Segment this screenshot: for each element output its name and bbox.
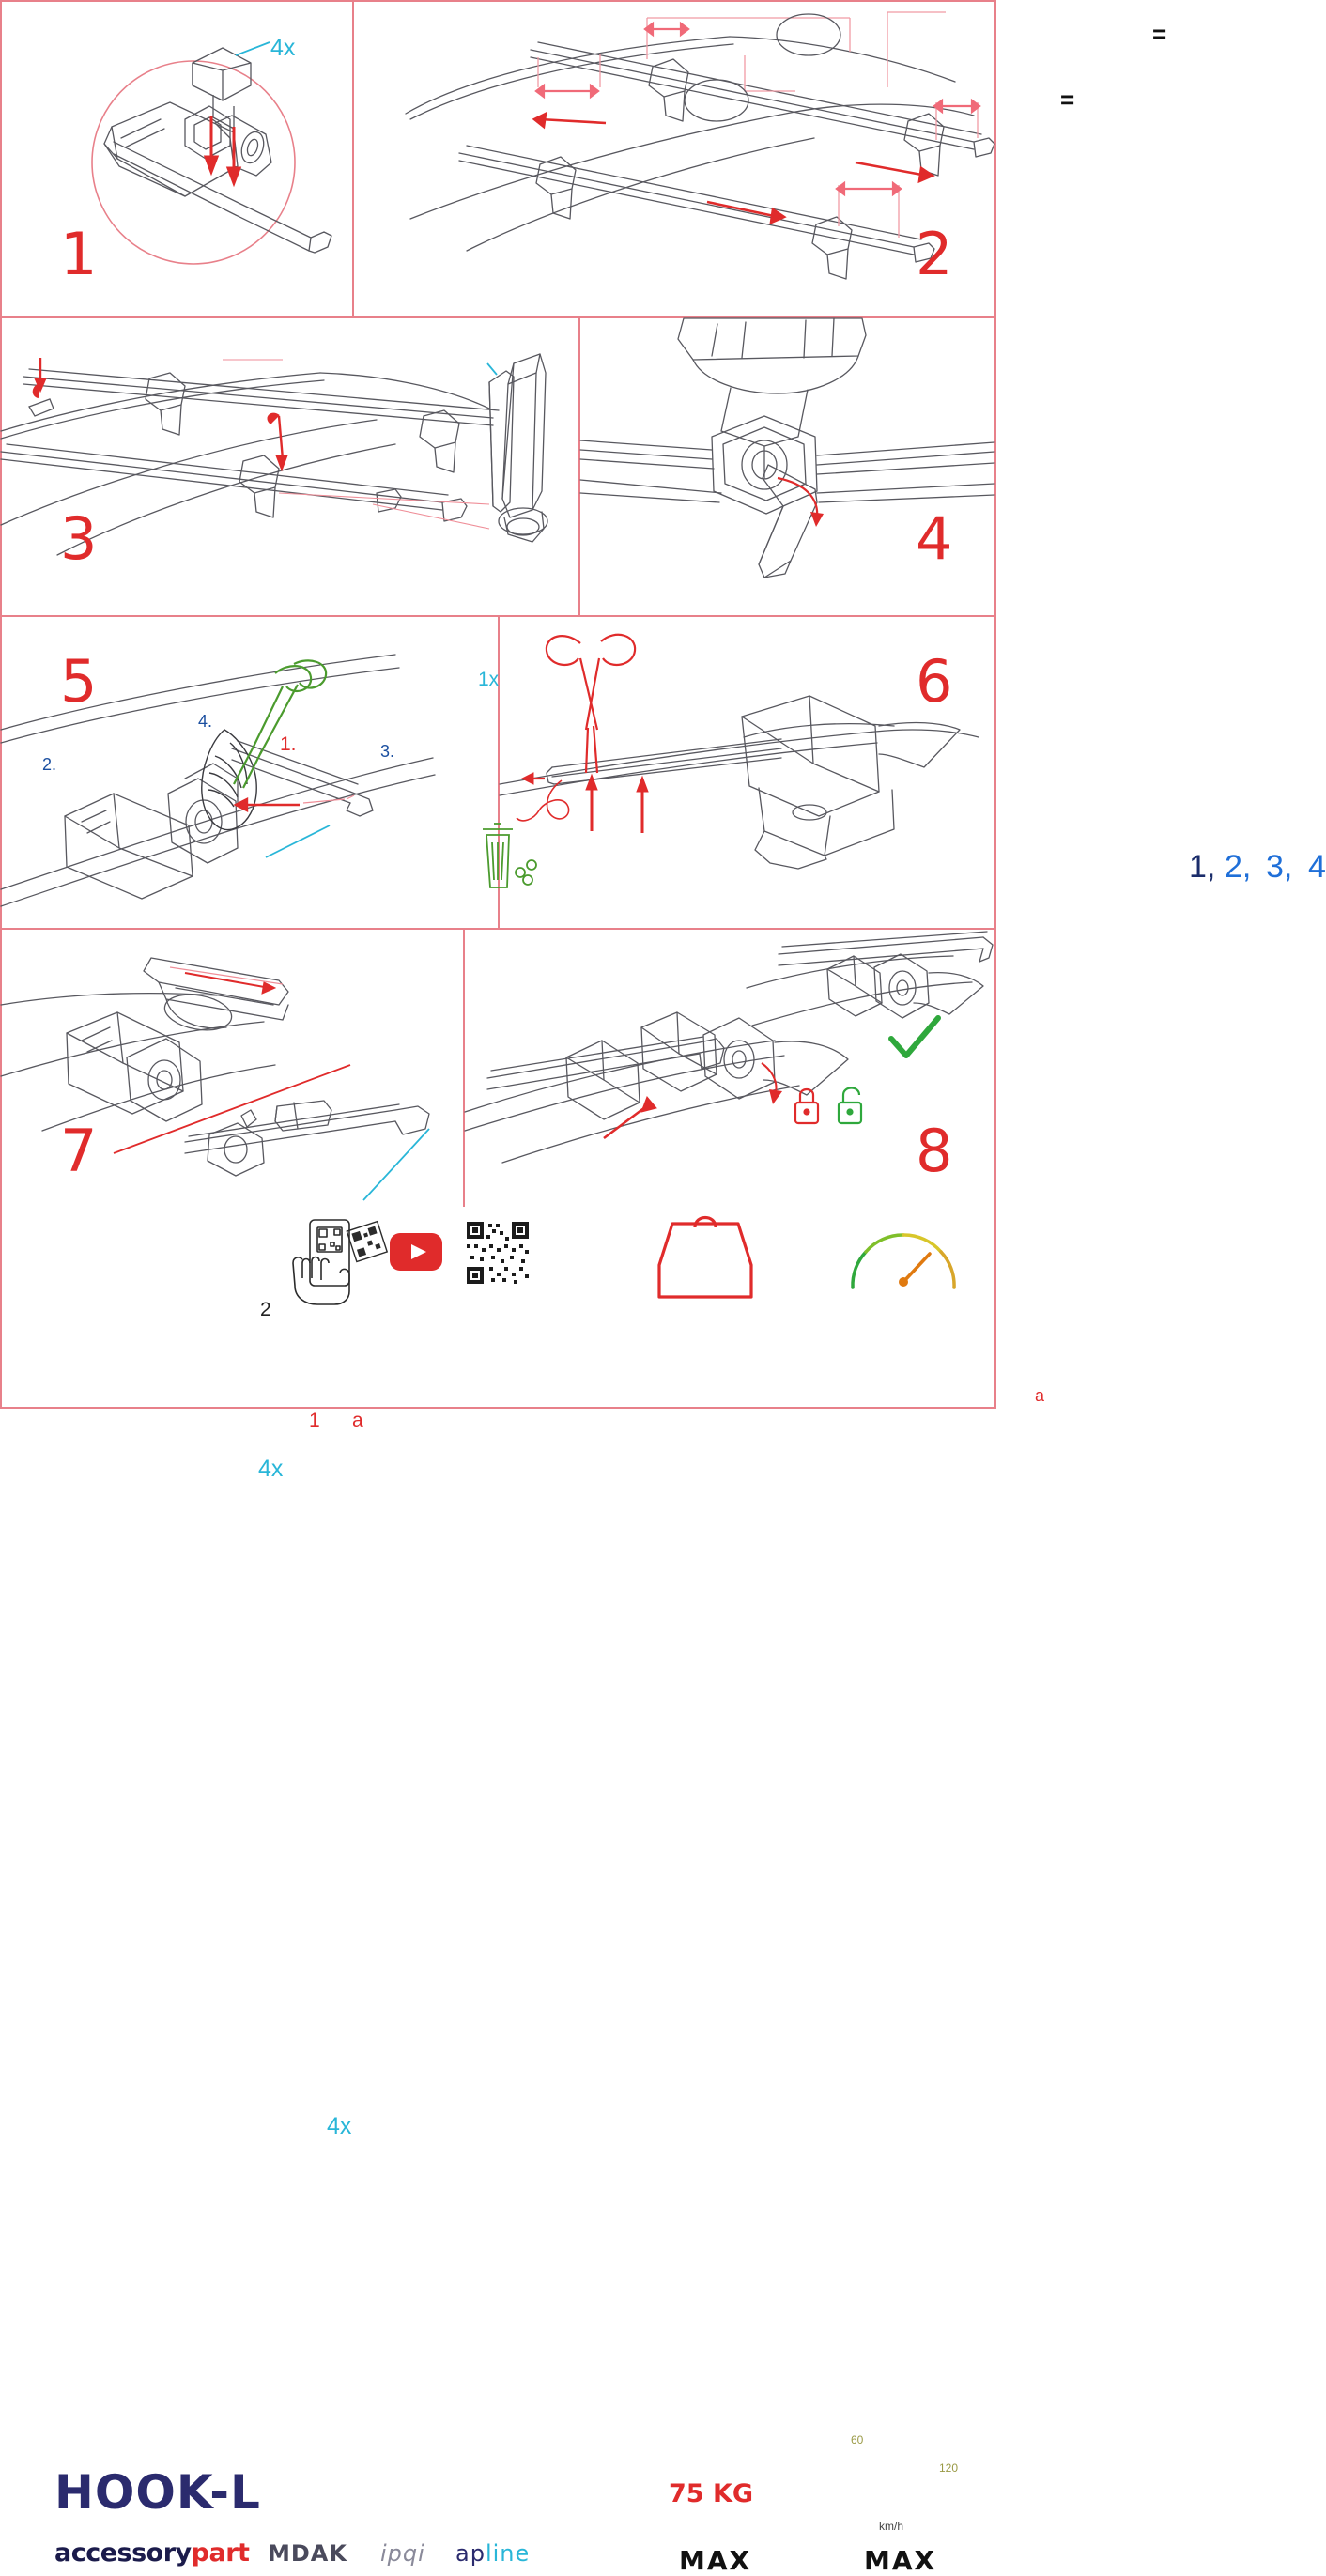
step5-label-a: a <box>352 1410 363 1431</box>
step4-seq-2: 2, <box>1225 849 1252 885</box>
step7-label-4x: 4x <box>327 2113 352 2139</box>
step4-seq-4: 4 <box>1308 849 1326 885</box>
step-number-3: 3 <box>60 504 98 573</box>
speed-tick-120: 120 <box>939 2461 959 2475</box>
product-title: HOOK-L <box>54 2465 261 2520</box>
step2-illustration <box>354 1 994 316</box>
step-number-6: 6 <box>916 647 953 716</box>
max-load-label: MAX <box>679 2545 752 2576</box>
step-number-1: 1 <box>60 220 98 288</box>
panel-step-1 <box>1 1 352 316</box>
brand-name-part2: part <box>191 2538 250 2568</box>
step3-label-4: 4. <box>198 712 213 731</box>
partner-apline <box>455 2540 530 2567</box>
step5-label-2: 2 <box>260 1299 271 1320</box>
partner-ipqi: ipqi <box>380 2540 425 2567</box>
step2-equal-2: = <box>1060 85 1075 114</box>
partner-apline-prefix: ap <box>455 2540 486 2567</box>
partner-mdak: MDAK <box>268 2540 347 2567</box>
step-number-2: 2 <box>916 220 953 288</box>
panel-step-2 <box>354 1 1167 316</box>
max-speed-label: MAX <box>864 2545 937 2576</box>
step1-illustration <box>1 1 352 316</box>
step6-label-a: a <box>1035 1386 1045 1405</box>
step4-seq-1: 1, <box>1189 849 1216 885</box>
divider-right <box>994 0 996 1409</box>
step3-label-2: 2. <box>42 755 57 774</box>
step3-label-3: 3. <box>380 742 395 761</box>
max-speed-unit: km/h <box>879 2520 904 2533</box>
step-number-7: 7 <box>60 1117 98 1185</box>
step-number-4: 4 <box>916 504 953 573</box>
step-number-8: 8 <box>916 1117 953 1185</box>
step4-seq-3: 3, <box>1266 849 1293 885</box>
step-number-5: 5 <box>60 647 98 716</box>
step2-equal-1: = <box>1152 20 1167 48</box>
speed-tick-60: 60 <box>851 2433 864 2446</box>
footer-graphics <box>0 1207 996 1409</box>
step5-label-1: 1 <box>309 1410 320 1431</box>
step5-label-4x: 4x <box>258 1456 284 1482</box>
brand-name <box>54 2538 249 2568</box>
partner-apline-suffix: line <box>485 2540 531 2567</box>
brand-name-part1: accessory <box>54 2538 192 2568</box>
step3-label-1: 1. <box>280 733 297 755</box>
step3-label-1x: 1x <box>478 669 500 690</box>
max-load-value: 75 KG <box>669 2479 754 2508</box>
step1-label-4x: 4x <box>270 35 296 61</box>
